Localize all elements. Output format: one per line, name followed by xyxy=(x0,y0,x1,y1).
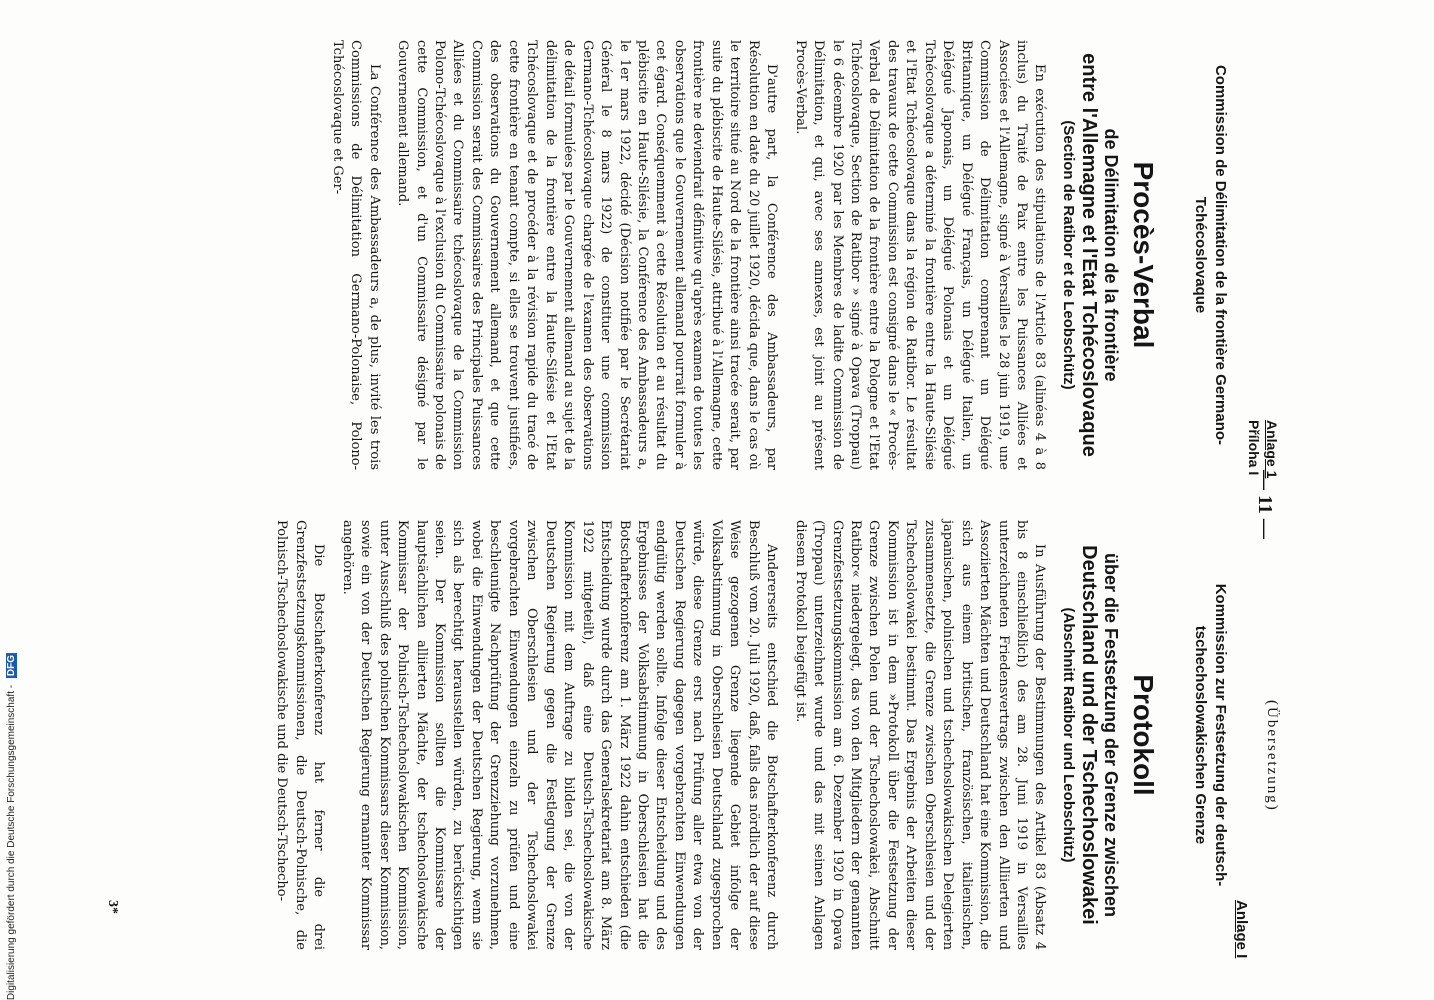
page-number: — 11 — xyxy=(1254,470,1276,539)
digitization-credit: Digitalisierung gefördert durch die Deutsche Forschungsgemeinschaft - xyxy=(5,684,17,1000)
french-commission-header: Commission de Délimitation de la frontière Germano-Tchécoslovaque xyxy=(1191,64,1229,446)
french-column xyxy=(317,40,1230,470)
french-paragraph-1: En exécution des stipulations de l'Article 83 (alinéas 4 à 8 inclus) du Traité de Paix entre les Puissances Alliées et Associées et l'Allemagne, signé à Versailles le 28 juin 1919, une Commission de Délimitation comprenant un Délégué Britannique, un Délégué Français, un Délégué Italien, un Délégué Japonais, un Délégué Polonais et un Délégué Tchécoslovaque a déterminé la frontière entre la Haute-Silésie et l'Etat Tchécoslovaque dans la région de Ratibor. Le résultat des travaux de cette Commission est consigné dans le « Procès-Verbal de Délimitation de la frontière entre la Pologne et l'Etat Tchécoslovaque, Section de Ratibor » signé à Opava (Troppau) le 6 décembre 1920 par les Membres de ladite Commission de Délimitation, et qui, avec ses annexes, est joint au présent Procès-Verbal. xyxy=(792,40,1048,470)
german-commission-header: Kommission zur Festsetzung der deutsch-tschechoslowakischen Grenze xyxy=(1191,583,1229,887)
german-paragraph-3: Die Botschafterkonferenz hat ferner die drei Grenzfestsetzungskommissionen, die Deutsch-Polnische, die Polnisch-Tschechoslowakische und die Deutsch-Tschecho- xyxy=(274,520,327,950)
sheet-signature: 3* xyxy=(105,900,120,914)
german-column xyxy=(262,520,1230,950)
german-paragraph-1: In Ausführung der Bestimmungen des Artikel 83 (Absatz 4 bis 8 einschließlich) des am 28. Juni 1919 in Versailles unterzeichneten Friedensvertrags zwischen den Alliierten und Assoziierten Mächten und Deutschland hat eine Kommission, die sich aus einem britischen, französischen, italienischen, japanischen, polnischen und tschechoslowakischen Delegierten zusammensetzte, die Grenze zwischen Oberschlesien und der Tschechoslowakei bestimmt. Das Ergebnis der Arbeiten dieser Kommission ist in dem »Protokoll über die Festsetzung der Grenze zwischen Polen und der Tschechoslowakei, Abschnitt Ratibor« niedergelegt, das von den Mitgliedern der genannten Grenzfestsetzungskommission am 6. Dezember 1920 in Opava (Troppau) unterzeichnet wurde und das mit seinen Anlagen diesem Protokoll beigefügt ist. xyxy=(792,520,1048,950)
german-subtitle-1: über die Festsetzung der Grenze zwischen xyxy=(1101,552,1122,918)
french-subtitle-3: (Section de Ratibor et de Leobschütz) xyxy=(1060,120,1078,390)
anlage-label-right: Anlage I xyxy=(1233,900,1250,959)
german-title: Protokoll xyxy=(1128,674,1160,796)
dfg-logo: DFG xyxy=(5,654,17,677)
french-subtitle-2: entre l'Allemagne et l'Etat Tchécoslovaque xyxy=(1078,53,1101,457)
french-paragraph-3: La Conférence des Ambassadeurs a, de plus, invité les trois Commissions de Délimitation Germano-Polonaise, Polono-Tchécoslovaque et Ger- xyxy=(329,40,382,470)
translation-label: (Übersetzung) xyxy=(1264,700,1280,812)
german-subtitle-2: Deutschland und der Tschechoslowakei xyxy=(1078,545,1101,925)
german-subtitle-3: (Abschnitt Ratibor und Leobschütz) xyxy=(1060,607,1078,863)
french-paragraph-2: D'autre part, la Conférence des Ambassadeurs, par Résolution en date du 20 juillet 1920, décida que, dans le cas où le territoire situé au Nord de la frontière ainsi tracée serait, par suite du plébiscite de Haute-Silésie, attribué à l'Allemagne, cette frontière ne deviendrait définitive qu'après examen de toutes les observations que le Gouvernement allemand pourrait formuler à cet égard. Conséquemment à cette Résolution et au résultat du plébiscite en Haute-Silésie, la Conférence des Ambassadeurs a, le 1er mars 1922, décidé (Décision notifiée par le Secrétariat Général le 8 mars 1922) de constituer une commission Germano-Tchécoslovaque chargée de l'examen des observations de détail formulées par le Gouvernement allemand au sujet de la délimitation de la frontière entre la Haute-Silésie et l'Etat Tchécoslovaque et de procéder à la révision rapide du tracé de cette frontière en tenant compte, si elles se trouvent justifiées, des observations du Gouvernement allemand, et que cette Commission serait des Commissaires des Principales Puissances Alliées et du Commissaire tchécoslovaque de la Commission Polono-Tchécoslovaque à l'exclusion du Commissaire polonais de cette Commission, et d'un Commissaire désigné par le Gouvernement allemand. xyxy=(395,40,780,470)
french-title: Procès-Verbal xyxy=(1128,161,1160,349)
german-paragraph-2: Andererseits entschied die Botschafterkonferenz durch Beschluß vom 20. Juli 1920, daß, falls das nördlich der auf diese Weise gezogenen Grenze liegende Gebiet infolge der Volksabstimmung in Oberschlesien Deutschland zugesprochen würde, diese Grenze erst nach Prüfung aller etwa von der Deutschen Regierung dagegen vorgebrachten Einwendungen endgültig werden sollte. Infolge dieser Entscheidung und des Ergebnisses der Volksabstimmung in Oberschlesien hat die Botschafterkonferenz am 1. März 1922 dahin entschieden (die Entscheidung wurde durch das Generalsekretariat am 8. März 1922 mitgeteilt), daß eine Deutsch-Tschechoslowakische Kommission mit dem Auftrage zu bilden sei, die von der Deutschen Regierung gegen die Festlegung der Grenze zwischen Oberschlesien und der Tschechoslowakei vorgebrachten Einwendungen einzeln zu prüfen und eine beschleunigte Nachprüfung der Grenzziehung vorzunehmen, wobei die Einwendungen der Deutschen Regierung, wenn sie sich als berechtigt herausstellen würden, zu berücksichtigen seien. Der Kommission sollten die Kommissare der hauptsächlichen alliierten Mächte, der tschechoslowakische Kommissar der Polnisch-Tschechoslowakischen Kommission, unter Ausschluß des polnischen Kommissars dieser Kommission, sowie ein von der Deutschen Regierung ernannter Kommissar angehören. xyxy=(339,520,780,950)
anlage-label-left: Anlage 1 xyxy=(1264,420,1280,479)
french-subtitle-1: de Délimitation de la frontière xyxy=(1101,128,1122,382)
priloha-label: Příloha I xyxy=(1246,420,1262,476)
